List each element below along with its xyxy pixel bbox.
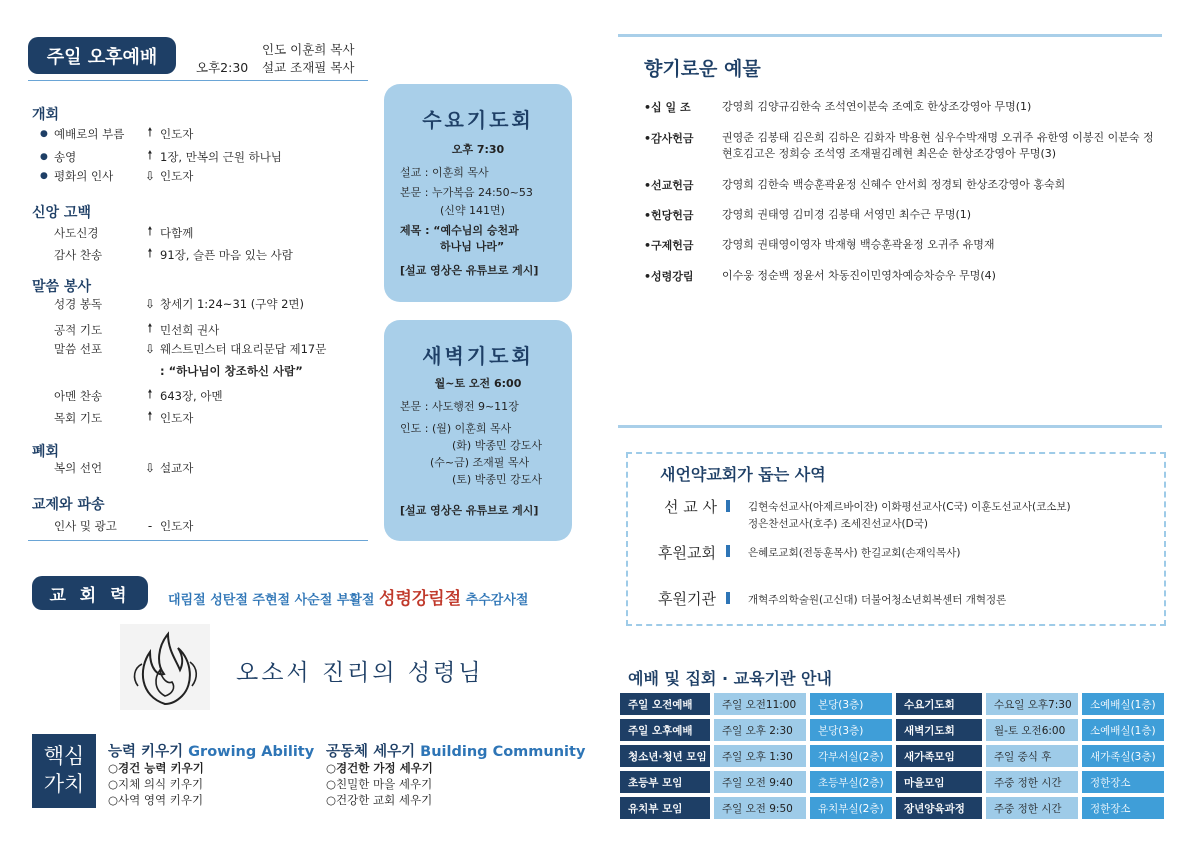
ministry-title: 새언약교회가 돕는 사역 xyxy=(660,465,826,484)
schedule-cell: 본당(3층) xyxy=(810,719,892,741)
ministry-marker xyxy=(726,545,730,557)
wednesday-line: (신약 141면) xyxy=(440,204,505,217)
offering-row: •성령강림 이수웅 정순백 정윤서 차동진이민영차예승차승우 무명(4) xyxy=(644,269,996,283)
schedule-cell: 새벽기도회 xyxy=(896,719,982,741)
dawn-line: 본문 : 사도행전 9~11장 xyxy=(400,400,519,413)
schedule-cell: 주일 오전 9:50 xyxy=(714,797,806,819)
schedule-cell: 수요기도회 xyxy=(896,693,982,715)
ministry-key: 선 교 사 xyxy=(664,498,718,516)
order-item: 목회 기도 🠕 인도자 xyxy=(54,409,194,425)
offering-row: •선교헌금 강영희 김한숙 백승훈곽윤정 신혜수 안서희 정경퇴 한상조강영아 홍숙희 xyxy=(644,178,1066,192)
section-heading: 말씀 봉사 xyxy=(32,279,91,295)
dawn-line: (수~금) 조재필 목사 xyxy=(430,456,530,469)
offering-row: •구제헌금 강영희 권태영이영자 박재형 백승훈곽윤정 오귀주 유명재 xyxy=(644,238,995,252)
schedule-cell: 주중 정한 시간 xyxy=(986,771,1078,793)
worship-leader: 인도 이훈희 목사 xyxy=(262,42,355,57)
order-item: 인사 및 광고 - 인도자 xyxy=(54,519,194,533)
calendar-badge: 교 회 력 xyxy=(32,576,148,610)
section-heading: 폐회 xyxy=(32,444,60,460)
offering-row: •십 일 조 강영희 김양규김한숙 조석연이분숙 조예호 한상조강영아 무명(1) xyxy=(644,100,1032,114)
schedule-cell: 유치부 모임 xyxy=(620,797,710,819)
schedule-cell: 유치부실(2층) xyxy=(810,797,892,819)
core-values-badge: 핵심 가치 xyxy=(32,734,96,808)
order-item: 사도신경 🠕 다함께 xyxy=(54,224,194,240)
wednesday-prayer-card xyxy=(384,84,572,302)
schedule-cell: 본당(3층) xyxy=(810,693,892,715)
offering-row: •헌당헌금 강영희 권태영 김미경 김봉태 서영민 최수근 무명(1) xyxy=(644,208,972,222)
bullet-icon: ● xyxy=(40,128,48,139)
ministry-key: 후원교회 xyxy=(658,544,716,562)
dawn-line: (토) 박종민 강도사 xyxy=(452,473,542,486)
ministry-marker xyxy=(726,500,730,512)
schedule-title: 예배 및 집회 · 교육기관 안내 xyxy=(628,669,832,688)
schedule-cell: 초등부실(2층) xyxy=(810,771,892,793)
section-heading: 개회 xyxy=(32,107,60,123)
wednesday-time: 오후 7:30 xyxy=(451,143,505,156)
order-item: 아멘 찬송 🠕 643장, 아멘 xyxy=(54,387,223,403)
schedule-cell: 주중 정한 시간 xyxy=(986,797,1078,819)
wednesday-line: 하나님 나라” xyxy=(440,240,505,253)
divider xyxy=(618,34,1162,37)
schedule-cell: 주일 오전 9:40 xyxy=(714,771,806,793)
order-item: : “하나님이 창조하신 사람” xyxy=(160,364,303,378)
bullet-icon: ● xyxy=(40,151,48,162)
calendar-seasons: 대림절 성탄절 주현절 사순절 부활절 성령강림절 추수감사절 xyxy=(168,589,529,609)
order-item: 감사 찬송 🠕 91장, 슬픈 마음 있는 사람 xyxy=(54,246,293,262)
wednesday-title: 수요기도회 xyxy=(422,108,534,132)
divider xyxy=(28,540,368,541)
section-heading: 신앙 고백 xyxy=(32,205,91,221)
calendar-theme: 오소서 진리의 성령님 xyxy=(236,660,484,686)
bullet-icon: ● xyxy=(40,171,48,181)
schedule-cell: 새가족실(3층) xyxy=(1082,745,1164,767)
order-item: 말씀 선포 ⇩ 웨스트민스터 대요리문답 제17문 xyxy=(54,342,327,356)
schedule-cell: 주일 오전예배 xyxy=(620,693,710,715)
offering-title: 향기로운 예물 xyxy=(644,58,761,80)
dawn-line: 인도 : (월) 이훈희 목사 xyxy=(400,422,512,435)
schedule-cell: 정한장소 xyxy=(1082,771,1164,793)
core-right-title: 공동체 세우기 Building Community xyxy=(326,744,586,760)
schedule-cell: 주일 중식 후 xyxy=(986,745,1078,767)
schedule-cell: 주일 오전11:00 xyxy=(714,693,806,715)
order-item: 공적 기도 🠕 민선희 권사 xyxy=(54,321,220,337)
schedule-cell: 마을모임 xyxy=(896,771,982,793)
ministry-value: 정은찬선교사(호주) 조세진선교사(D국) xyxy=(748,518,928,530)
schedule-cell: 주일 오후 2:30 xyxy=(714,719,806,741)
dawn-prayer-card xyxy=(384,320,572,541)
section-heading: 교제와 파송 xyxy=(32,497,105,513)
schedule-cell: 소예배실(1층) xyxy=(1082,693,1164,715)
schedule-cell: 주일 오후 1:30 xyxy=(714,745,806,767)
ministry-value: 개혁주의학술원(고신대) 더불어청소년회복센터 개혁정론 xyxy=(748,594,1007,606)
worship-time: 오후2:30 xyxy=(196,60,249,75)
worship-title-badge: 주일 오후예배 xyxy=(28,37,176,74)
ministry-key: 후원기관 xyxy=(658,590,716,608)
wednesday-line: 설교 : 이훈희 목사 xyxy=(400,166,489,179)
dawn-line: (화) 박종민 강도사 xyxy=(452,439,542,452)
dove-fire-icon xyxy=(120,624,210,710)
schedule-cell: 새가족모임 xyxy=(896,745,982,767)
dawn-time: 월~토 오전 6:00 xyxy=(434,377,522,390)
dawn-line: [설교 영상은 유튜브로 게시] xyxy=(400,504,539,517)
schedule-cell: 초등부 모임 xyxy=(620,771,710,793)
order-item: 성경 봉독 ⇩ 창세기 1:24~31 (구약 2면) xyxy=(54,297,305,311)
wednesday-line: 제목 : “예수님의 승천과 xyxy=(400,224,519,237)
schedule-cell: 월-토 오전6:00 xyxy=(986,719,1078,741)
wednesday-line: [설교 영상은 유튜브로 게시] xyxy=(400,264,539,277)
order-item: ● 평화의 인사 ⇩ 인도자 xyxy=(40,169,194,183)
order-item: 복의 선언 ⇩ 설교자 xyxy=(54,461,194,475)
schedule-cell: 소예배실(1층) xyxy=(1082,719,1164,741)
schedule-cell: 수요일 오후7:30 xyxy=(986,693,1078,715)
core-left-item: ○사역 영역 키우기 xyxy=(108,793,204,807)
offering-row: •감사헌금 권영준 김봉태 김은희 김하은 김화자 박용현 심우수박재명 오귀주 유한영 이봉진 이분숙 정현호김고은 정희승 조석영 조재필김례현 최은순 한상조강영아 무명(3) xyxy=(644,131,1154,160)
ministry-marker xyxy=(726,592,730,604)
order-item: ● 송영 🠕 1장, 만복의 근원 하나님 xyxy=(40,148,282,164)
core-left-item: ○지체 의식 키우기 xyxy=(108,777,204,791)
schedule-cell: 장년양육과정 xyxy=(896,797,982,819)
schedule-cell: 청소년·청년 모임 xyxy=(620,745,710,767)
core-right-item: ○친밀한 마을 세우기 xyxy=(326,777,433,791)
current-season: 성령강림절 xyxy=(379,589,462,609)
schedule-cell: 정한장소 xyxy=(1082,797,1164,819)
schedule-cell: 주일 오후예배 xyxy=(620,719,710,741)
ministry-value: 김현숙선교사(아제르바이잔) 이화평선교사(C국) 이훈도선교사(코소보) xyxy=(748,501,1071,513)
divider xyxy=(618,425,1162,428)
divider xyxy=(28,80,368,81)
order-item: ● 예배로의 부름 🠕 인도자 xyxy=(40,125,194,141)
core-right-item: ○경건한 가정 세우기 xyxy=(326,761,433,775)
dawn-title: 새벽기도회 xyxy=(422,344,534,368)
core-right-item: ○건강한 교회 세우기 xyxy=(326,793,433,807)
worship-preacher: 설교 조재필 목사 xyxy=(262,60,355,75)
schedule-cell: 각부서실(2층) xyxy=(810,745,892,767)
wednesday-line: 본문 : 누가복음 24:50~53 xyxy=(400,186,533,199)
ministry-value: 은혜로교회(전동훈목사) 한길교회(손재익목사) xyxy=(748,547,961,559)
core-left-title: 능력 키우기 Growing Ability xyxy=(108,744,315,760)
core-left-item: ○경건 능력 키우기 xyxy=(108,761,204,775)
